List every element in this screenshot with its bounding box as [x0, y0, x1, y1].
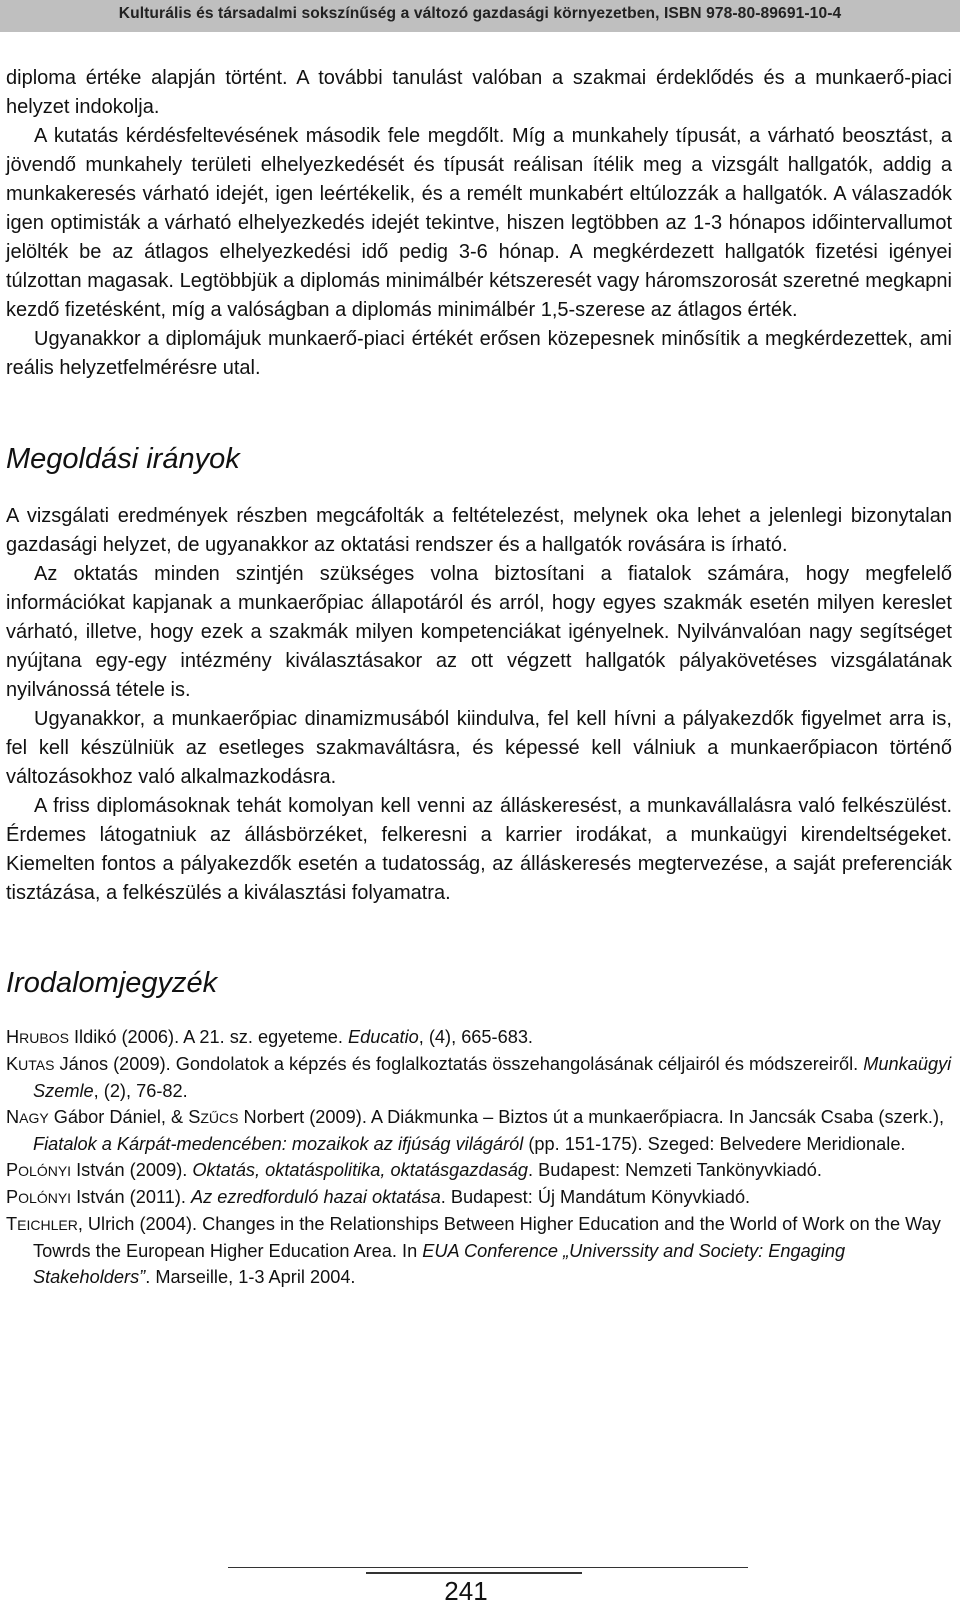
reference-item: NAGY Gábor Dániel, & SZŰCS Norbert (2009). A Diákmunka – Biztos út a munkaerőpiacra. In Jancsák Csaba (szerk.), Fiatalok a Kárpát-medencében: mozaikok az ifjúság világáról (pp. 151-175). Szeged: Belvedere Meridionale. [6, 1107, 945, 1154]
reference-item: POLÓNYI István (2009). Oktatás, oktatáspolitika, oktatásgazdaság. Budapest: Nemzeti Tankönyvkiadó. [6, 1160, 822, 1180]
solutions-paragraph-2: Az oktatás minden szintjén szükséges volna biztosítani a fiatalok számára, hogy megfelelő információkat kapjanak a munkaerőpiac állapotáról és arról, hogy egyes szakmák esetén milyen kereslet várható, illetve, hogy ezek a szakmák milyen kompetenciákat igényelnek. Nyilvánvalóan nagy segítséget nyújtana egy-egy intézmény kiválasztásakor az ott végzett hallgatók pályakövetéses vizsgálatának nyilvánossá tétele is. [6, 563, 952, 701]
solutions-paragraph-1: A vizsgálati eredmények részben megcáfolták a feltételezést, melynek oka lehet a jelenlegi bizonytalan gazdasági helyzet, de ugyanakkor az oktatási rendszer és a hallgatók rovására is írható. [6, 505, 952, 556]
page-number: 241 [444, 1576, 488, 1606]
reference-item: TEICHLER, Ulrich (2004). Changes in the Relationships Between Higher Education and the World of Work on the Way Towrds the European Higher Education Area. In EUA Conference „Universsity and Society: Engaging Stakeholders”. Marseille, 1-3 April 2004. [6, 1214, 941, 1287]
reference-item: HRUBOS Ildikó (2006). A 21. sz. egyeteme. Educatio, (4), 665-683. [6, 1027, 533, 1047]
section-heading-solutions: Megoldási irányok [6, 443, 240, 475]
intro-paragraph-3: Ugyanakkor a diplomájuk munkaerő-piaci értékét erősen közepesnek minősítik a megkérdezettek, ami reális helyzetfelmérésre utal. [6, 328, 952, 379]
reference-item: KUTAS János (2009). Gondolatok a képzés és foglalkoztatás összehangolásának céljairól és módszereiről. Munkaügyi Szemle, (2), 76-82. [6, 1054, 952, 1101]
running-header: Kulturális és társadalmi sokszínűség a változó gazdasági környezetben, ISBN 978-80-89691-10-4 [0, 0, 960, 32]
reference-item: POLÓNYI István (2011). Az ezredforduló hazai oktatása. Budapest: Új Mandátum Könyvkiadó. [6, 1187, 751, 1207]
page-body [6, 64, 952, 1290]
solutions-paragraph-3: Ugyanakkor, a munkaerőpiac dinamizmusából kiindulva, fel kell hívni a pályakezdők figyelmet arra is, fel kell készülniük az esetleges szakmaváltásra, és képessé kell válniuk a munkaerőpiacon történő változásokhoz való alkalmazkodásra. [6, 708, 952, 788]
reference-list [6, 1024, 952, 1290]
section-heading-references: Irodalomjegyzék [6, 967, 218, 999]
intro-paragraph-2: A kutatás kérdésfeltevésének második fele megdőlt. Míg a munkahely típusát, a várható beosztást, a jövendő munkahely területi elhelyezkedését és típusát reálisan ítélik meg a vizsgált hallgatók, addig a munkakeresés várható idejét, igen leértékelik, és a remélt munkabért eltúlozzák a hallgatók. A válaszadók igen optimisták a várható elhelyezkedés idejét tekintve, hiszen legtöbben az 1-3 hónapos időintervallumot jelölték be az átlagos elhelyezkedési idő pedig 3-6 hónap. A megkérdezett hallgatók fizetési igényei túlzottan magasak. Legtöbbjük a diplomás minimálbér kétszeresét vagy háromszorosát szeretné megkapni kezdő fizetésként, míg a valóságban a diplomás minimálbér 1,5-szerese az átlagos érték. [6, 125, 952, 321]
footer-rule [228, 1567, 748, 1568]
solutions-paragraph-4: A friss diplomásoknak tehát komolyan kell venni az álláskeresést, a munkavállalásra való felkészülést. Érdemes látogatniuk az állásbörzéket, felkeresni a karrier irodákat, a munkaügyi kirendeltségeket. Kiemelten fontos a pályakezdők esetén a tudatosság, az álláskeresés megtervezése, a saját preferenciák tisztázása, a felkészülés a kiválasztási folyamatra. [6, 795, 952, 904]
intro-paragraph-1: diploma értéke alapján történt. A további tanulást valóban a szakmai érdeklődés és a munkaerő-piaci helyzet indokolja. [6, 67, 952, 118]
